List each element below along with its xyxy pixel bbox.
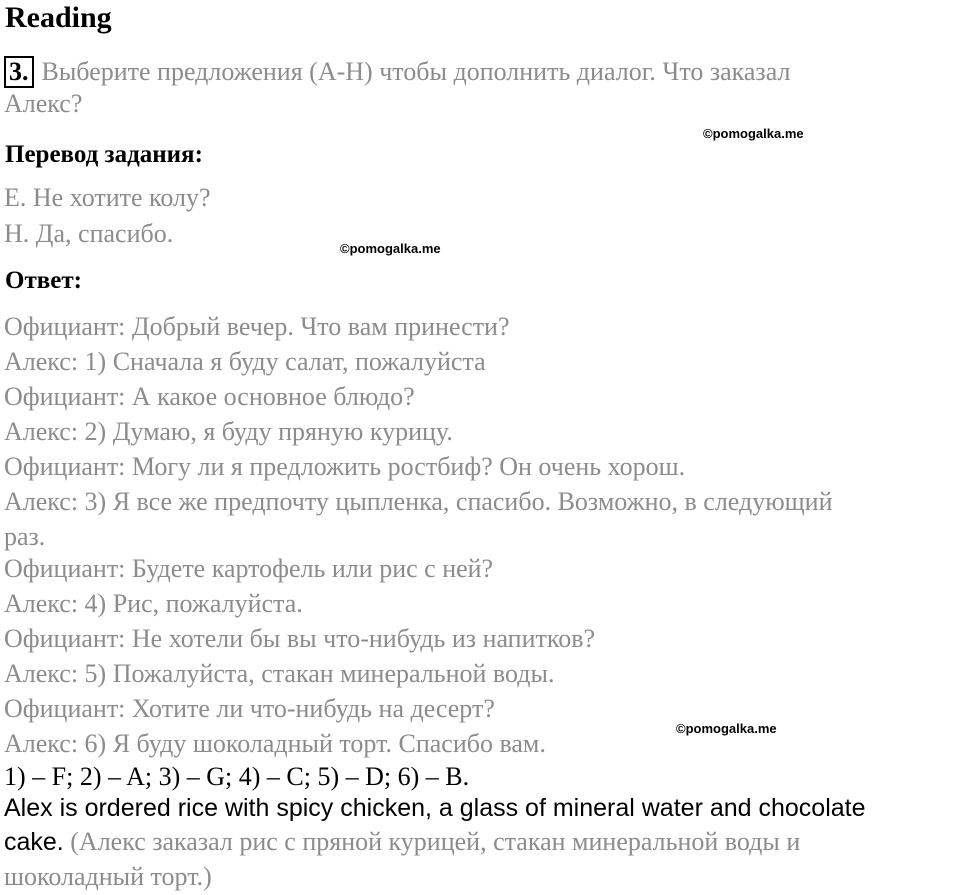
dialogue-line: раз. xyxy=(4,522,46,551)
watermark: ©pomogalka.me xyxy=(676,721,777,736)
answer-heading: Ответ: xyxy=(5,267,82,294)
dialogue-line: Алекс: 3) Я все же предпочту цыпленка, спасибо. Возможно, в следующий xyxy=(4,487,833,516)
dialogue-line: Официант: А какое основное блюдо? xyxy=(4,382,415,411)
dialogue-line: Алекс: 6) Я буду шоколадный торт. Спасибо вам. xyxy=(4,729,546,758)
task-text: Выберите предложения (A-H) чтобы дополнить диалог. Что заказал xyxy=(41,57,791,86)
answer-key: 1) – F; 2) – A; 3) – G; 4) – C; 5) – D; 6) – B. xyxy=(4,762,470,791)
translation-line: E. Не хотите колу? xyxy=(4,183,211,212)
watermark: ©pomogalka.me xyxy=(703,126,804,141)
section-title: Reading xyxy=(5,1,112,34)
task-line-2: Алекс? xyxy=(4,89,83,118)
english-answer-line-2 xyxy=(4,829,800,855)
watermark: ©pomogalka.me xyxy=(340,241,441,256)
dialogue-line: Алекс: 2) Думаю, я буду пряную курицу. xyxy=(4,417,453,446)
dialogue-line: Официант: Хотите ли что-нибудь на десерт? xyxy=(4,694,495,723)
task-number: 3. xyxy=(4,56,34,88)
task-line-1 xyxy=(4,56,790,88)
dialogue-line: Алекс: 4) Рис, пожалуйста. xyxy=(4,589,303,618)
dialogue-line: Официант: Будете картофель или рис с ней? xyxy=(4,554,494,583)
english-answer-line-1: Alex is ordered rice with spicy chicken, a glass of mineral water and chocolate xyxy=(4,794,866,822)
translation-line: H. Да, спасибо. xyxy=(4,219,174,248)
dialogue-line: Официант: Добрый вечер. Что вам принести? xyxy=(4,312,510,341)
russian-answer-text: (Алекс заказал рис с пряной курицей, стакан минеральной воды и xyxy=(63,827,801,856)
dialogue-line: Официант: Могу ли я предложить ростбиф? Он очень хорош. xyxy=(4,452,686,481)
dialogue-line: Алекс: 1) Сначала я буду салат, пожалуйста xyxy=(4,347,486,376)
translation-heading: Перевод задания: xyxy=(5,141,203,168)
russian-answer-line-3: шоколадный торт.) xyxy=(4,862,212,891)
dialogue-line: Алекс: 5) Пожалуйста, стакан минеральной воды. xyxy=(4,659,555,688)
english-answer-end: cake. xyxy=(4,828,64,856)
dialogue-line: Официант: Не хотели бы вы что-нибудь из напитков? xyxy=(4,624,596,653)
